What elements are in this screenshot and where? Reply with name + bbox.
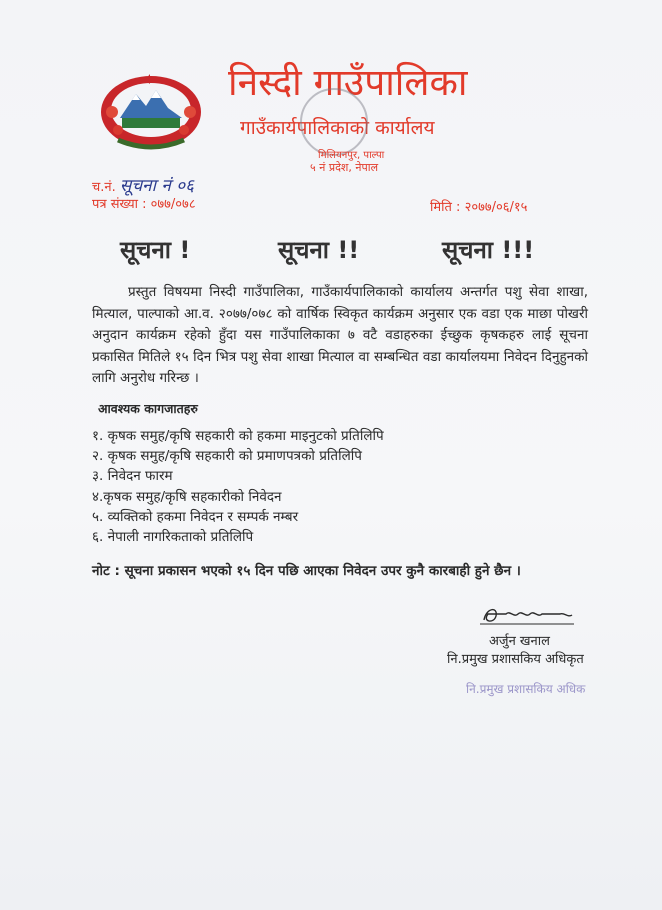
chalani-number <box>92 173 194 196</box>
notice-note: नोट : सूचना प्रकासन भएको १५ दिन पछि आएका निवेदन उपर कुनै कारबाही हुने छैन । <box>92 563 521 579</box>
notice-heading-2: सूचना !! <box>278 236 360 264</box>
document-item: ५. व्यक्तिको हकमा निवेदन र सम्पर्क नम्बर <box>92 508 299 525</box>
cn-handwritten-value: सूचना नं ०६ <box>119 176 194 196</box>
document-item: १. कृषक समुह/कृषि सहकारी को हकमा माइनुटको प्रतिलिपि <box>92 428 384 444</box>
document-item: ४.कृषक समुह/कृषि सहकारीको निवेदन <box>92 488 282 505</box>
document-item: ३. निवेदन फारम <box>92 468 173 485</box>
document-item: २. कृषक समुह/कृषि सहकारी को प्रमाणपत्रको प्रतिलिपि <box>92 448 362 465</box>
office-subtitle: गाउँकार्यपालिकाको कार्यालय <box>240 117 435 139</box>
faded-stamp <box>300 88 368 156</box>
required-documents-heading: आवश्यक कागजातहरु <box>98 401 198 416</box>
date-miti: मिति : २०७७/०६/१५ <box>430 200 528 215</box>
document-item: ६. नेपाली नागरिकताको प्रतिलिपि <box>92 529 254 546</box>
handwritten-signature <box>476 600 576 630</box>
notice-heading-3: सूचना !!! <box>442 236 535 264</box>
nepal-emblem-logo <box>98 72 204 152</box>
notice-heading-1: सूचना ! <box>120 236 191 264</box>
official-seal-text: नि.प्रमुख प्रशासकिय अधिक <box>466 682 586 696</box>
municipality-title: निस्दी गाउँपालिका <box>228 61 468 104</box>
required-documents-list <box>92 426 384 547</box>
patra-sankhya: पत्र संख्या : ०७७/०७८ <box>92 197 196 212</box>
address-line-1: मिलियनपुर, पाल्पा <box>318 150 385 161</box>
address-line-2: ५ नं प्रदेश, नेपाल <box>310 161 379 174</box>
signatory-name: अर्जुन खनाल <box>489 634 550 649</box>
cn-label: च.नं. <box>92 180 116 195</box>
notice-body: प्रस्तुत विषयमा निस्दी गाउँपालिका, गाउँकार्यपालिकाको कार्यालय अन्तर्गत पशु सेवा शाखा, मित्याल, पाल्पाको आ.व. २०७७/०७८ को वार्षिक स्विकृत कार्यक्रम अनुसार एक वडा एक माछा पोखरी अनुदान कार्यक्रम रहेको हुँदा यस गाउँपालिकाका ७ वटै वडाहरुका ईच्छुक कृषकहरु लाई सूचना प्रकासित मितिले १५ दिन भित्र पशु सेवा शाखा मित्याल वा सम्बन्धित वडा कार्यालयमा निवेदन दिनुहुनको लागि अनुरोध गरिन्छ । <box>92 284 588 386</box>
signatory-title: नि.प्रमुख प्रशासकिय अधिकृत <box>447 652 584 667</box>
